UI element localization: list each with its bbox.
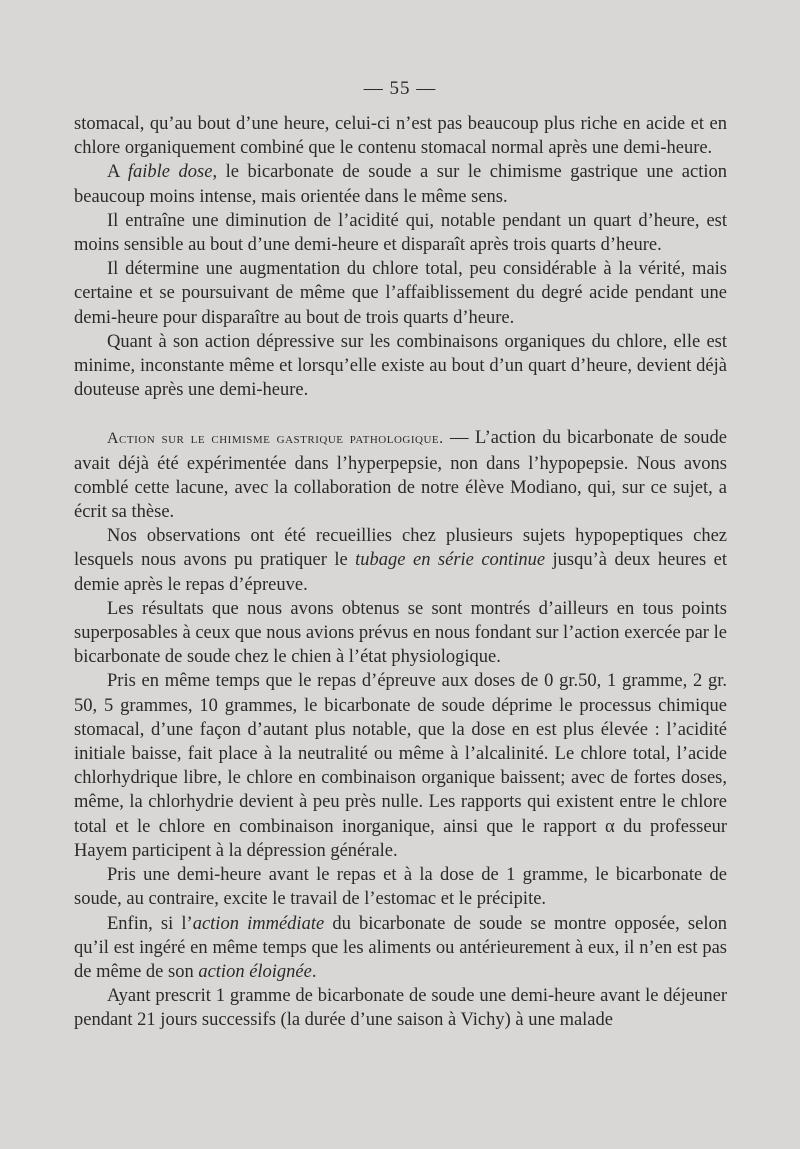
paragraph-9: Pris en même temps que le repas d’épreuve aux doses de 0 gr.50, 1 gramme, 2 gr. 50, 5 grammes, 10 grammes, le bicarbonate de soude déprime le processus chimique stomacal, d’une façon d’autant plus notable, que la dose en est plus élevée : l’acidité initiale baisse, fait place à la neutralité ou même à l’alcalinité. Le chlore total, l’acide chlorhydrique libre, le chlore en combinaison organique baissent; avec de fortes doses, même, la chlorhydrie devient à peu près nulle. Les rapports qui existent entre le chlore total et le chlore en combinaison inorganique, ainsi que le rapport α du professeur Hayem participent à la dépression générale. [74,671,727,861]
text-run: Nos observations ont été recueillies chez plusieurs sujets hypopeptiques chez lesquels nous avons pu pratiquer le [74,526,727,571]
paragraph-3: Il entraîne une diminution de l’acidité qui, notable pendant un quart d’heure, est moins sensible au bout d’une demi-heure et disparaît après trois quarts d’heure. [74,210,727,256]
paragraph-8: Les résultats que nous avons obtenus se sont montrés d’ailleurs en tous points superposables à ceux que nous avions prévus en nous fondant sur l’action exercée par le bicarbonate de soude chez le chien à l’état physiologique. [74,598,727,668]
text-run: Enfin, si l’ [107,913,193,934]
paragraph-5: Quant à son action dépressive sur les combinaisons organiques du chlore, elle est minime, inconstante même et lorsqu’elle existe au bout d’un quart d’heure, devient déjà douteuse après une demi-heure. [74,331,727,401]
paragraph-7 [74,524,727,597]
emphasis: tubage en série continue [355,550,546,571]
paragraph-4: Il détermine une augmentation du chlore total, peu considérable à la vérité, mais certaine et se poursuivant de même que l’affaiblissement du degré acide pendant une demi-heure pour disparaître au bout de trois quarts d’heure. [74,259,727,328]
text-run: jusqu’à deux heures et demie après le repas d’épreuve. [74,550,727,595]
paragraph-12: Ayant prescrit 1 gramme de bicarbonate de soude une demi-heure avant le déjeuner pendant 21 jours successifs (la durée d’une saison à Vichy) à une malade [74,986,727,1031]
paragraph-11 [74,912,727,985]
section-heading: Action sur le chimisme gastrique pathologique. [107,430,444,448]
text-run: du bicarbonate de soude se montre opposée, selon qu’il est ingéré en même temps que les aliments ou antérieurement à eux, il n’en est pas de même de son [74,913,727,982]
text-run: — L’action du bicarbonate de soude avait déjà été expérimentée dans l’hyperpepsie, non dans l’hypopepsie. Nous avons comblé cette lacune, avec la collaboration de notre élève Modiano, qui, sur ce sujet, a écrit sa thèse. [74,428,728,523]
paragraph-10: Pris une demi-heure avant le repas et à la dose de 1 gramme, le bicarbonate de soude, au contraire, excite le travail de l’estomac et le précipite. [74,865,727,910]
emphasis: faible dose [127,162,213,183]
text-run: A [107,162,128,183]
section-gap [74,402,727,426]
emphasis: action immédiate [192,913,325,934]
text-run: . [311,961,317,982]
paragraph-2 [74,160,727,208]
body-text [74,112,727,1033]
text-run: , le bicarbonate de soude a sur le chimisme gastrique une action beaucoup moins intense, mais orientée dans le même sens. [74,162,727,207]
emphasis: action éloignée [198,961,312,982]
paragraph-1: stomacal, qu’au bout d’une heure, celui-ci n’est pas beaucoup plus riche en acide et en chlore organiquement combiné que le contenu stomacal normal après une demi-heure. [74,114,727,159]
paragraph-6 [74,426,727,524]
page-number: — 55 — [363,78,437,99]
